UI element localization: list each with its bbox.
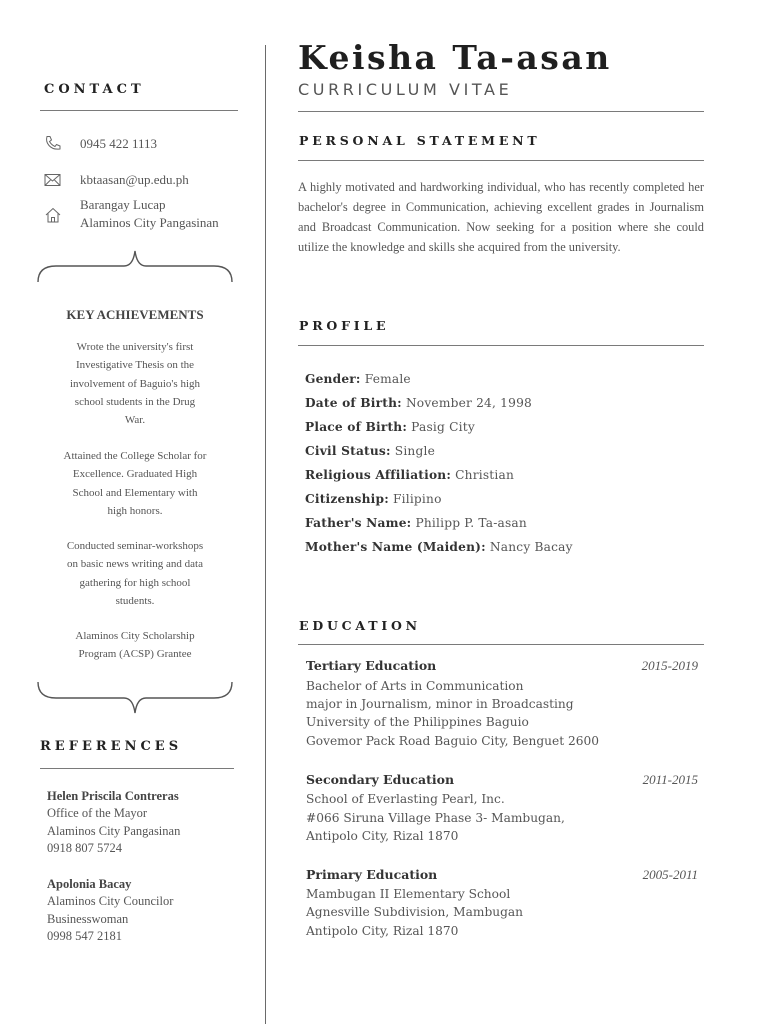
header-divider xyxy=(298,111,704,112)
profile-religion: Religious Affiliation: Christian xyxy=(305,468,515,482)
profile-divider xyxy=(298,345,704,346)
education-years: 2005-2011 xyxy=(642,867,698,882)
profile-civil-status: Civil Status: Single xyxy=(305,444,435,458)
achievements-heading: KEY ACHIEVEMENTS xyxy=(66,307,204,322)
education-detail: Agnesville Subdivision, Mambugan xyxy=(306,905,524,919)
reference-name: Helen Priscila Contreras xyxy=(47,789,179,803)
education-detail: major in Journalism, minor in Broadcasting xyxy=(306,697,574,711)
email-text: kbtaasan@up.edu.ph xyxy=(80,172,189,187)
achievement-2: Attained the College Scholar for Excellence. Graduated High School and Elementary with high honors. xyxy=(63,450,207,517)
achievement-4: Alaminos City Scholarship Program (ACSP) Grantee xyxy=(75,630,195,661)
education-title: Tertiary Education xyxy=(306,658,437,673)
contact-divider xyxy=(40,110,238,111)
education-divider xyxy=(298,644,704,645)
education-detail: Mambugan II Elementary School xyxy=(306,887,511,901)
column-divider xyxy=(265,45,266,1024)
personal-statement-text: A highly motivated and hardworking individual, who has recently completed her bachelor's degree in Communication, achieving excellent grades in Journalism and Broadcast Communication. Now seeking for a position where she could utilize the knowledge and skills she acquired from the university. xyxy=(298,180,704,254)
achievement-3: Conducted seminar-workshops on basic news writing and data gathering for high school students. xyxy=(66,540,204,607)
education-detail: Antipolo City, Rizal 1870 xyxy=(306,829,459,843)
education-detail: #066 Siruna Village Phase 3- Mambugan, xyxy=(306,811,565,825)
profile-mother-name: Mother's Name (Maiden): Nancy Bacay xyxy=(305,540,573,554)
education-years: 2015-2019 xyxy=(641,658,698,673)
education-title: Secondary Education xyxy=(306,772,455,787)
reference-1: Helen Priscila Contreras Office of the Mayor Alaminos City Pangasinan 0918 807 5724 xyxy=(47,789,181,855)
personal-statement-divider xyxy=(298,160,704,161)
candidate-name: Keisha Ta-asan xyxy=(298,38,612,77)
document-subtitle: CURRICULUM VITAE xyxy=(298,80,513,99)
profile-date-of-birth: Date of Birth: November 24, 1998 xyxy=(305,396,532,410)
brace-top xyxy=(36,248,234,284)
contact-heading: CONTACT xyxy=(44,82,145,97)
education-heading: EDUCATION xyxy=(299,618,421,633)
address-line-2: Alaminos City Pangasinan xyxy=(80,215,219,230)
profile-father-name: Father's Name: Philipp P. Ta-asan xyxy=(305,516,527,530)
phone-icon xyxy=(44,135,62,149)
reference-2: Apolonia Bacay Alaminos City Councilor Businesswoman 0998 547 2181 xyxy=(47,877,174,943)
references-heading: REFERENCES xyxy=(40,739,183,754)
home-icon xyxy=(44,207,62,221)
personal-statement-heading: PERSONAL STATEMENT xyxy=(299,133,541,148)
education-years: 2011-2015 xyxy=(642,772,698,787)
profile-place-of-birth: Place of Birth: Pasig City xyxy=(305,420,475,434)
education-detail: Antipolo City, Rizal 1870 xyxy=(306,924,459,938)
profile-citizenship: Citizenship: Filipino xyxy=(305,492,442,506)
mail-icon xyxy=(44,173,62,187)
education-detail: University of the Philippines Baguio xyxy=(306,715,529,729)
brace-bottom xyxy=(36,680,234,716)
reference-name: Apolonia Bacay xyxy=(47,877,132,891)
education-title: Primary Education xyxy=(306,867,438,882)
education-detail: Govemor Pack Road Baguio City, Benguet 2600 xyxy=(306,734,600,748)
profile-heading: PROFILE xyxy=(299,318,390,333)
profile-gender: Gender: Female xyxy=(305,372,411,386)
education-detail: Bachelor of Arts in Communication xyxy=(306,679,524,693)
achievement-1: Wrote the university's first Investigative Thesis on the involvement of Baguio's high school students in the Drug War. xyxy=(70,341,200,427)
references-divider xyxy=(40,768,234,769)
phone-text: 0945 422 1113 xyxy=(80,136,158,151)
education-detail: School of Everlasting Pearl, Inc. xyxy=(306,792,505,806)
address-line-1: Barangay Lucap xyxy=(80,197,166,212)
